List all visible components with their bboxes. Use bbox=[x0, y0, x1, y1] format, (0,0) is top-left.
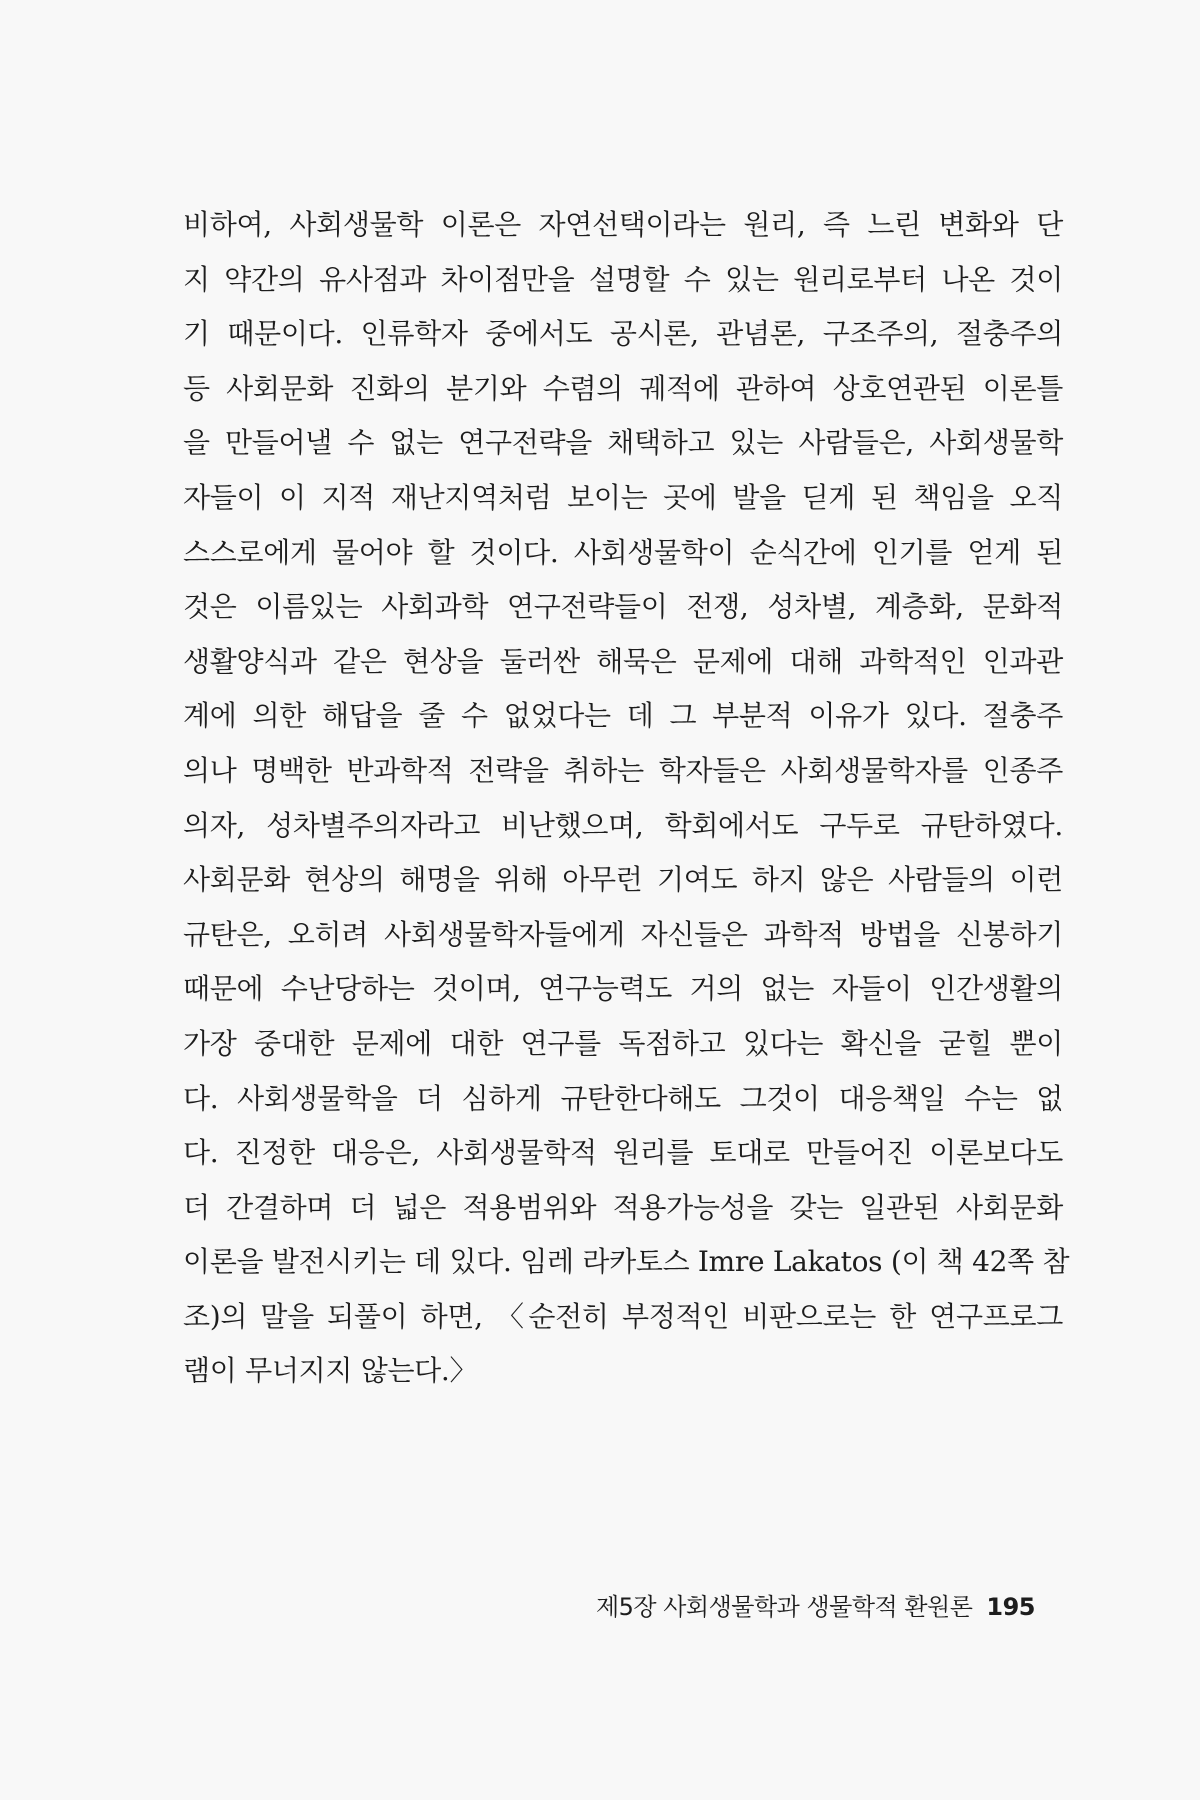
page-number: 195 bbox=[986, 1593, 1035, 1621]
text-line: 규탄은, 오히려 사회생물학자들에게 자신들은 과학적 방법을 신봉하기 bbox=[183, 917, 1063, 951]
text-line: 자들이 이 지적 재난지역처럼 보이는 곳에 발을 딛게 된 책임을 오직 bbox=[183, 480, 1063, 514]
text-line: 더 간결하며 더 넓은 적용범위와 적용가능성을 갖는 일관된 사회문화 bbox=[183, 1190, 1063, 1224]
text-line: 의나 명백한 반과학적 전략을 취하는 학자들은 사회생물학자를 인종주 bbox=[183, 753, 1063, 787]
page-footer bbox=[596, 1587, 1035, 1622]
text-line: 기 때문이다. 인류학자 중에서도 공시론, 관념론, 구조주의, 절충주의 bbox=[183, 317, 1063, 351]
text-line: 생활양식과 같은 현상을 둘러싼 해묵은 문제에 대해 과학적인 인과관 bbox=[183, 644, 1063, 678]
text-line: 다. 진정한 대응은, 사회생물학적 원리를 토대로 만들어진 이론보다도 bbox=[183, 1136, 1063, 1170]
text-line: 조)의 말을 되풀이 하면, 〈순전히 부정적인 비판으로는 한 연구프로그 bbox=[183, 1299, 1063, 1333]
text-line: 이론을 발전시키는 데 있다. 임레 라카토스 Imre Lakatos (이 책 42쪽 참 bbox=[183, 1245, 1070, 1279]
running-title: 제5장 사회생물학과 생물학적 환원론 bbox=[595, 1593, 973, 1621]
text-line: 비하여, 사회생물학 이론은 자연선택이라는 원리, 즉 느린 변화와 단 bbox=[183, 208, 1063, 241]
text-line: 때문에 수난당하는 것이며, 연구능력도 거의 없는 자들이 인간생활의 bbox=[183, 972, 1063, 1006]
text-line: 스스로에게 물어야 할 것이다. 사회생물학이 순식간에 인기를 얻게 된 bbox=[183, 535, 1063, 569]
text-line-last: 램이 무너지지 않는다.〉 bbox=[183, 1354, 478, 1388]
text-line: 계에 의한 해답을 줄 수 없었다는 데 그 부분적 이유가 있다. 절충주 bbox=[183, 699, 1063, 733]
text-line: 의자, 성차별주의자라고 비난했으며, 학회에서도 구두로 규탄하였다. bbox=[183, 808, 1063, 842]
text-line: 을 만들어낼 수 없는 연구전략을 채택하고 있는 사람들은, 사회생물학 bbox=[183, 426, 1063, 460]
body-text bbox=[183, 198, 1070, 1399]
text-line: 가장 중대한 문제에 대한 연구를 독점하고 있다는 확신을 굳힐 뿐이 bbox=[183, 1026, 1063, 1060]
text-line: 것은 이름있는 사회과학 연구전략들이 전쟁, 성차별, 계층화, 문화적 bbox=[183, 590, 1063, 624]
text-line: 다. 사회생물학을 더 심하게 규탄한다해도 그것이 대응책일 수는 없 bbox=[183, 1081, 1063, 1115]
text-line: 등 사회문화 진화의 분기와 수렴의 궤적에 관하여 상호연관된 이론틀 bbox=[183, 371, 1063, 405]
text-line: 지 약간의 유사점과 차이점만을 설명할 수 있는 원리로부터 나온 것이 bbox=[183, 262, 1063, 296]
text-line: 사회문화 현상의 해명을 위해 아무런 기여도 하지 않은 사람들의 이런 bbox=[183, 863, 1063, 897]
